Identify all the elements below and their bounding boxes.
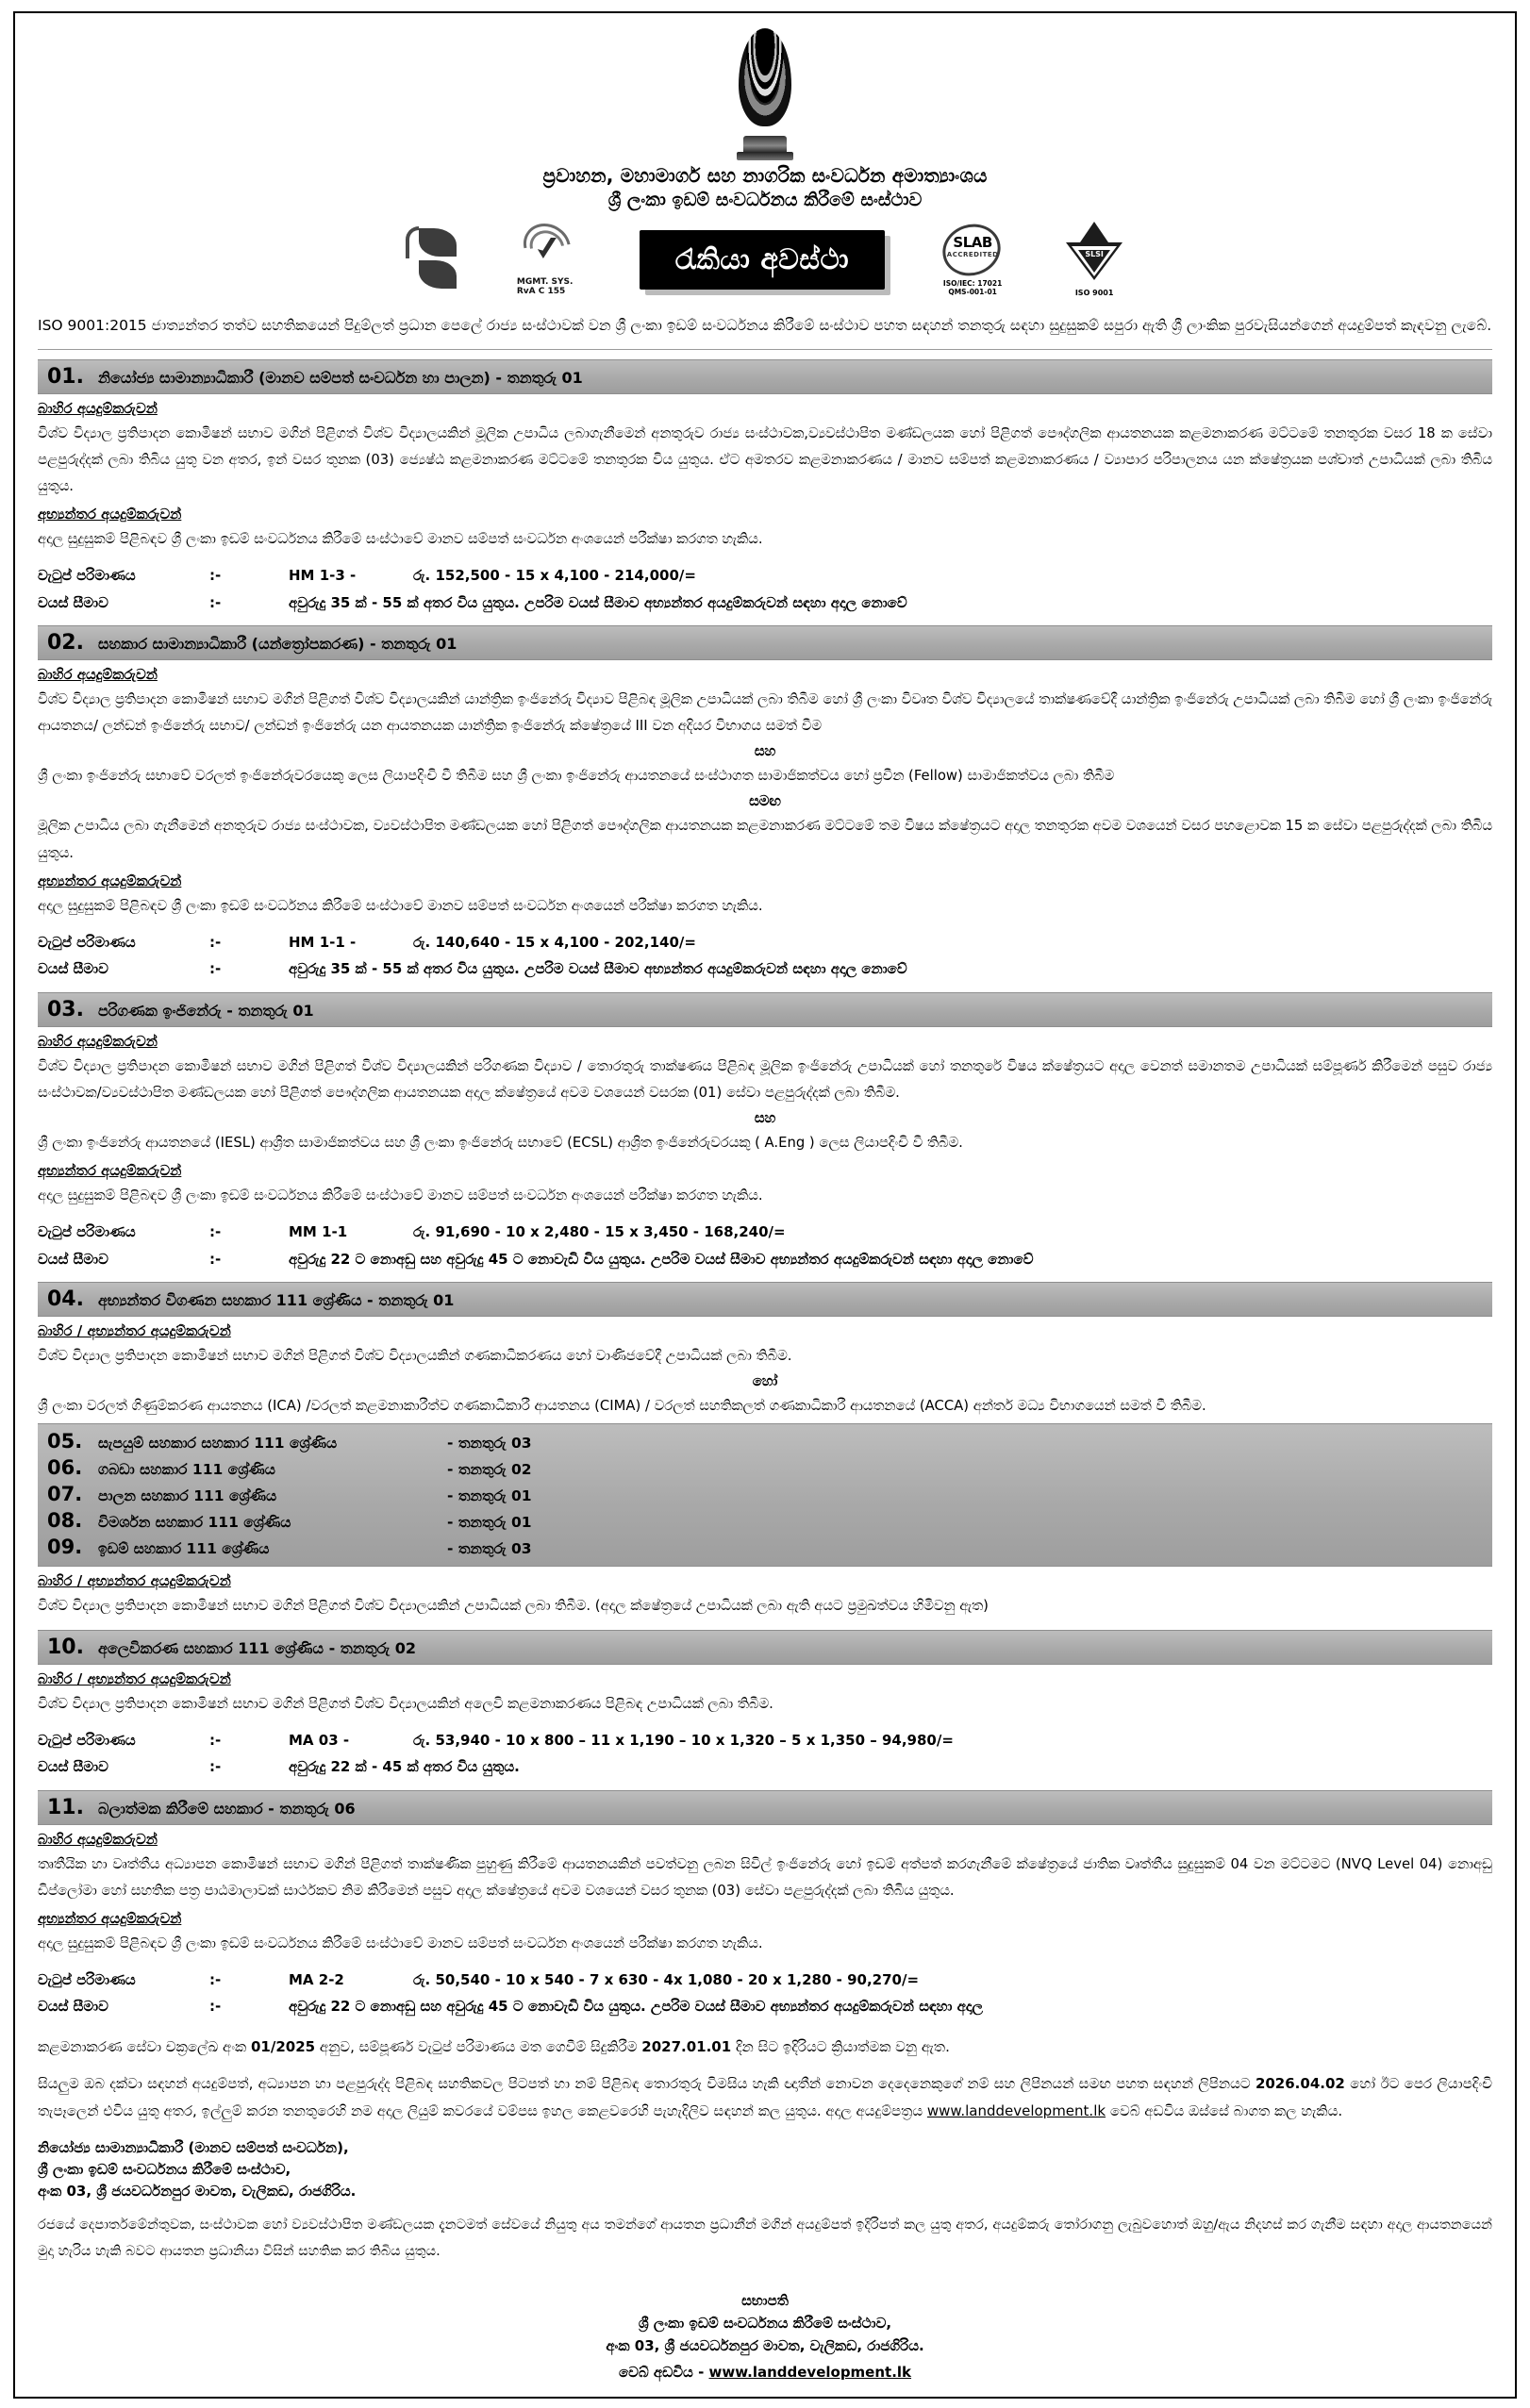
job-number-11: 11.: [47, 1795, 84, 1819]
age-colon-03: :-: [209, 1250, 222, 1268]
salary-code-02: HM 1-1 -: [289, 933, 357, 951]
job-header-08: [47, 1507, 1485, 1534]
job-header-03: [38, 992, 1492, 1027]
applicants-body2-04: ශ්‍රී ලංකා වරලත් ගිණුම්කරණ ආයතනය (ICA) /වරලත් කළමනාකාරීත්ව ගණකාධිකාරී ආයතනය (CIMA) / වරලත් සහතිකලත් ගණකාධිකාරී ආයතනයේ (ACCA) අන්තර් මධ්‍ය විභාගයෙන් සමත් වී තිබීම.: [38, 1398, 1206, 1415]
job-header-06: [47, 1454, 1485, 1481]
job-header-10: [38, 1630, 1492, 1665]
intro-paragraph: ISO 9001:2015 ජාත්‍යන්තර තත්ව සහතිකයෙන් පිදුම්ලත් ප්‍රධාන පෙලේ රාජ්‍ය සංස්ථාවක් වන ශ්‍රී ලංකා ඉඩම් සංවර්ධනය කිරීමේ සංස්ථාව පහත සඳහන් තනතුරු සඳහා සුදුසුකම් සපුරා ඇති ශ්‍රී ලාංකික පුරවැසියන්ගෙන් අයදුම්පත් කැඳවනු ලැබේ.: [38, 317, 1492, 334]
job-title-09: ඉඩම් සහකාර 111 ශ්‍රේණිය: [98, 1540, 270, 1558]
age-value-02: අවුරුදු 35 ක් - 55 ක් අතර විය යුතුය. උපරිම වයස් සීමාව අභ්‍යන්තර අයදුම්කරුවන් සඳහා අදාල නොවේ: [289, 960, 907, 978]
job-title-08: විමර්ශන සහකාර 111 ශ්‍රේණිය: [98, 1514, 291, 1532]
age-colon-02: :-: [209, 960, 222, 978]
job-count-06: - තනතුරු 02: [447, 1461, 532, 1479]
circular-number: 01/2025: [250, 2037, 316, 2055]
job-count-08: - තනතුරු 01: [447, 1514, 532, 1532]
document-header: [38, 28, 1492, 297]
external-body-02: විශ්ව විද්‍යාල ප්‍රතිපාදන කොමිෂන් සභාව මගින් පිළිගත් විශ්ව විද්‍යාලයකින් යාන්ත්‍රික ඉංජිනේරු විද්‍යාව පිළිබඳ මූලික උපාධියක් ලබා තිබීම හෝ ශ්‍රී ලංකා විවෘත විශ්ව විද්‍යාලයේ තාක්ෂණවේදී යාන්ත්‍රික ඉංජිනේරු උපාධියක් ලබා තිබීම හෝ ශ්‍රී ලංකා ඉංජිනේරු ආයතනය/ ලන්ඩන් ඉංජිනේරු සභාව/ ලන්ඩන් ඉංජිනේරු යන ආයතනයක යාන්ත්‍රික ඉංජිනේරු ක්ෂේත්‍රයේ III වන අදියර විභාගය සමත් වීම: [38, 691, 1492, 735]
job-title-02: සහකාර සාමාන්‍යාධිකාරී (යන්ත්‍රෝපකරණ) - තනතුරු 01: [98, 635, 457, 654]
signoff-block: [38, 2289, 1492, 2383]
website-link[interactable]: www.landdevelopment.lk: [926, 2102, 1106, 2120]
salary-block-02: [38, 929, 1492, 983]
age-value-03: අවුරුදු 22 ට නොඅඩු සහ අවුරුදු 45 ට නොවැඩි විය යුතුය. උපරිම වයස් සීමාව අභ්‍යන්තර අයදුම්කරුවන් සඳහා අදාල නොවේ: [289, 1250, 1034, 1268]
job-count-07: - තනතුරු 01: [447, 1487, 532, 1505]
connector-with-02b: සමඟ: [749, 793, 781, 810]
internal-body-03: අදාල සුදුසුකම් පිළිබඳව ශ්‍රී ලංකා ඉඩම් සංවර්ධනය කිරීමේ සංස්ථාවේ මානව සම්පත් සංවර්ධන අංශයෙන් පරීක්ෂා කරගත හැකිය.: [38, 1187, 763, 1204]
applicants-heading-10: බාහිර / අභ්‍යන්තර අයදුම්කරුවන්: [38, 1669, 231, 1687]
address-line-1: නියෝජ්‍ය සාමාන්‍යාධිකාරී (මානව සම්පත් සංවර්ධන),: [38, 2138, 349, 2156]
job-header-01: [38, 359, 1492, 394]
job-number-08: 08.: [47, 1509, 83, 1533]
job-title-06: ගබඩා සහකාර 111 ශ්‍රේණිය: [98, 1461, 275, 1479]
job-title-04: අභ්‍යන්තර විගණන සහකාර 111 ශ්‍රේණිය - තනතුරු 01: [98, 1291, 455, 1310]
age-colon-10: :-: [209, 1758, 222, 1776]
signoff-website-row: [38, 2361, 1492, 2383]
salary-label-11: වැටුප් පරිමාණය: [38, 1970, 136, 1988]
page-frame: [13, 11, 1517, 2399]
slab-code-line1: ISO/IEC: 17021: [942, 279, 1003, 288]
applicants-body-10: විශ්ව විද්‍යාල ප්‍රතිපාදන කොමිෂන් සභාව මගින් පිළිගත් විශ්ව විද්‍යාලයකින් අලෙවි කළමනාකරණය පිළිබඳ උපාධියක් ලබා තිබීම.: [38, 1695, 773, 1712]
salary-code-01: HM 1-3 -: [289, 567, 357, 585]
salary-colon-10: :-: [209, 1731, 222, 1749]
signoff-title: සභාපති: [741, 2291, 789, 2309]
salary-colon-11: :-: [209, 1970, 222, 1988]
salary-value-10: රු. 53,940 - 10 x 800 – 11 x 1,190 – 10 x 1,320 – 5 x 1,350 – 94,980/=: [413, 1731, 954, 1749]
slab-accreditation-logo-icon: [940, 223, 1006, 296]
internal-body-11: අදාල සුදුසුකම් පිළිබඳව ශ්‍රී ලංකා ඉඩම් සංවර්ධනය කිරීමේ සංස්ථාවේ මානව සම්පත් සංවර්ධන අංශයෙන් පරීක්ෂා කරගත හැකිය.: [38, 1935, 763, 1951]
job-number-04: 04.: [47, 1287, 84, 1312]
job-title-11: බලාත්මක කිරීමේ සහකාර - තනතුරු 06: [98, 1799, 356, 1818]
apply-pre: සියලුම ඔබ දක්වා සඳහන් අයදුම්පත්, අධ්‍යාපන හා පළපුරුද්ද පිළිබඳ සහතිකවල පිටපත් හා නම් පිළිබඳ තොරතුරු විමසිය හැකි ඥාතීන් නොවන දෙදෙනෙකුගේ නම් සහ ලිපිනයන් සමඟ පහත සඳහන් ලිපිනයට: [38, 2075, 1256, 2093]
age-label-02: වයස් සීමාව: [38, 960, 108, 978]
slsi-title: SLSI: [1085, 250, 1104, 258]
circular-effective-date: 2027.01.01: [641, 2037, 732, 2055]
salary-value-03: රු. 91,690 - 10 x 2,480 - 15 x 3,450 - 168,240/=: [413, 1223, 786, 1241]
rva-accreditation-logo-icon: [517, 223, 585, 296]
divider: [38, 349, 1492, 350]
job-header-09: [47, 1534, 1485, 1560]
external-heading-01: බාහිර අයදුම්කරුවන්: [38, 399, 158, 417]
slab-title: SLAB: [953, 234, 992, 251]
internal-heading-11: අභ්‍යන්තර අයදුම්කරුවන්: [38, 1909, 182, 1927]
rva-caption-line1: MGMT. SYS.: [516, 277, 574, 287]
job-header-02: [38, 625, 1492, 660]
government-employee-note: රජයේ දෙපාර්තමේන්තුවක, සංස්ථාවක හෝ ව්‍යවස්ථාපිත මණ්ඩලයක දැනටමත් සේවයේ නියුතු අය තමන්ගේ ආයතන ප්‍රධානීන් මගින් අයදුම්පත් ඉදිරිපත් කල යුතු අතර, අයදුම්කරු තෝරාගනු ලැබුවහොත් ඔහු/ඇය නිදහස් කර ගැනීම සඳහා අදාල ආයතනයෙන් මුදා හැරිය හැකි බවට ආයතන ප්‍රධානියා විසින් සහතික කර තිබිය යුතුය.: [38, 2217, 1492, 2260]
job-title-03: පරිගණක ඉංජිනේරු - තනතුරු 01: [98, 1001, 314, 1020]
signoff-organization: ශ්‍රී ලංකා ඉඩම් සංවර්ධනය කිරීමේ සංස්ථාව,: [638, 2314, 892, 2332]
external-body-01: විශ්ව විද්‍යාල ප්‍රතිපාදන කොමිෂන් සභාව මගින් පිළිගත් විශ්ව විද්‍යාලයකින් මූලික උපාධිය ලබාගැනීමෙන් අනතුරුව රාජ්‍ය සංස්ථාවක,ව්‍යවස්ථාපිත මණ්ඩලයක හෝ පිළිගත් පෞද්ගලික ආයතනයක කළමනාකරණ මට්ටමේ තනතුරක වසර 18 ක සේවා පළපුරුද්දක් ලබා තිබිය යුතු වන අතර, ඉන් වසර තුනක (03) ජ්‍යෙෂ්ඨ කළමනාකරණ මට්ටමේ තනතුරක විය යුතුය. ඒට අමතරව කළමනාකරණය / මානව සම්පත් කළමනාකරණය / ව්‍යාපාර පරිපාලනය යන ක්ෂේත්‍රයක පශ්චාත් උපාධියක් ලබා තිබිය යුතුය.: [38, 424, 1492, 494]
job-count-09: - තනතුරු 03: [447, 1540, 532, 1558]
job-header-11: [38, 1790, 1492, 1825]
external-body-11: තෘතීයික හා වෘත්තීය අධ්‍යාපන කොමිෂන් සභාව මගින් පිළිගත් තාක්ෂණික පුහුණු කිරීමේ ආයතනයකින් පවත්වනු ලබන සිවිල් ඉංජිනේරු හෝ ඉඩම් අත්පත් කරගැනීමේ ක්ෂේත්‍රයේ ජාතික වෘත්තීය සුදුසුකම් 04 වන මට්ටමට (NVQ Level 04) නොඅඩු ඩිප්ලෝමා හෝ සහතික පත්‍ර පාඨමාලාවක් සාර්ථකව නිම කිරීමෙන් පසුව අදාල ක්ෂේත්‍රයේ අවම වශයෙන් වසර තුනක (03) සේවා පළපුරුද්දක් ලබා තිබිය යුතුය.: [38, 1855, 1492, 1899]
internal-heading-03: අභ්‍යන්තර අයදුම්කරුවන්: [38, 1162, 182, 1180]
mailing-address: [38, 2137, 1492, 2203]
salary-value-01: රු. 152,500 - 15 x 4,100 - 214,000/=: [413, 567, 696, 585]
salary-block-10: [38, 1727, 1492, 1781]
age-label-01: වයස් සීමාව: [38, 593, 108, 611]
circular-note-post: දින සිට ඉදිරියට ක්‍රියාත්මක වනු ඇත.: [731, 2037, 950, 2055]
job-number-10: 10.: [47, 1635, 84, 1659]
applicants-heading-04: බාහිර / අභ්‍යන්තර අයදුම්කරුවන්: [38, 1322, 231, 1340]
ministry-name: ප්‍රවාහන, මහාමාර්ග සහ නාගරික සංවර්ධන අමාත්‍යාංශය: [542, 164, 988, 187]
age-label-11: වයස් සීමාව: [38, 1998, 108, 2016]
salary-block-03: [38, 1219, 1492, 1272]
age-value-01: අවුරුදු 35 ක් - 55 ක් අතර විය යුතුය. උපරිම වයස් සීමාව අභ්‍යන්තර අයදුම්කරුවන් සඳහා අදාල නොවේ: [289, 593, 907, 611]
age-colon-11: :-: [209, 1998, 222, 2016]
internal-body-02: අදාල සුදුසුකම් පිළිබඳව ශ්‍රී ලංකා ඉඩම් සංවර්ධනය කිරීමේ සංස්ථාවේ මානව සම්පත් සංවර්ධන අංශයෙන් පරීක්ෂා කරගත හැකිය.: [38, 897, 763, 914]
closing-section: [38, 2034, 1492, 2265]
external-body2-03: ශ්‍රී ලංකා ඉංජිනේරු ආයතනයේ (IESL) ආශ්‍රිත සාමාජිකත්වය සහ ශ්‍රී ලංකා ඉංජිනේරු සභාවේ (ECSL) ආශ්‍රිත ඉංජිනේරුවරයකු ( A.Eng ) ලෙස ලියාපදිංචි වී තිබීම.: [38, 1134, 963, 1151]
salary-code-10: MA 03 -: [289, 1731, 350, 1749]
job-header-07: [47, 1481, 1485, 1507]
slab-subtitle: ACCREDITED: [946, 251, 999, 258]
slab-code-line2: QMS-001-01: [948, 288, 997, 296]
sls-certification-logo-icon: [1060, 222, 1128, 297]
logo-strip: [38, 222, 1492, 297]
salary-label-10: වැටුප් පරිමාණය: [38, 1731, 136, 1749]
age-value-11: අවුරුදු 22 ට නොඅඩු සහ අවුරුදු 45 ට නොවැඩි විය යුතුය. උපරිම වයස් සීමාව අභ්‍යන්තර අයදුම්කරුවන් සඳහා අදාල: [289, 1998, 983, 2016]
ldc-logo-icon: [402, 224, 462, 294]
vacancies-banner-text: රැකියා අවස්ථා: [674, 242, 850, 276]
job-number-01: 01.: [47, 364, 84, 389]
external-body3-02: මූලික උපාධිය ලබා ගැනීමෙන් අනතුරුව රාජ්‍ය සංස්ථාවක, ව්‍යවස්ථාපිත මණ්ඩලයක හෝ පිළිගත් පෞද්ගලික ආයතනයක කළමනාකරණ මට්ටමේ තම විෂය ක්ෂේත්‍රයට අදාල තනතුරක අවම වශයෙන් වසර පහළොවක 15 ක සේවා පළපුරුද්දක් ලබා තිබිය යුතුය.: [38, 818, 1492, 861]
signoff-address: අංක 03, ශ්‍රී ජයවර්ධනපුර මාවත, වැලිකඩ, රාජගිරිය.: [606, 2336, 924, 2354]
salary-colon-03: :-: [209, 1223, 222, 1241]
circular-note-mid: අනුව, සම්පූර්ණ වැටුප් පරිමාණය මත ගෙවීම් සිදුකිරීම: [315, 2037, 642, 2055]
internal-heading-01: අභ්‍යන්තර අයදුම්කරුවන්: [38, 506, 182, 523]
job-number-05: 05.: [47, 1430, 83, 1453]
external-heading-02: බාහිර අයදුම්කරුවන්: [38, 666, 158, 684]
signoff-website-link[interactable]: www.landdevelopment.lk: [708, 2363, 912, 2381]
job-number-06: 06.: [47, 1456, 83, 1480]
job-header-04: [38, 1282, 1492, 1317]
salary-code-11: MA 2-2: [289, 1970, 344, 1988]
age-value-10: අවුරුදු 22 ක් - 45 ක් අතර විය යුතුය.: [289, 1758, 520, 1776]
job-title-01: නියෝජ්‍ය සාමාන්‍යාධිකාරී (මානව සම්පත් සංවර්ධන හා පාලන) - තනතුරු 01: [98, 368, 583, 387]
organization-name: ශ්‍රී ලංකා ඉඩම් සංවර්ධනය කිරීමේ සංස්ථාව: [607, 190, 923, 210]
website-label: වෙබ් අඩවිය -: [618, 2363, 709, 2381]
job-group-05-09: [38, 1423, 1492, 1567]
job-count-05: - තනතුරු 03: [447, 1435, 532, 1453]
job-number-07: 07.: [47, 1483, 83, 1506]
job-number-02: 02.: [47, 631, 84, 656]
application-instructions: [38, 2070, 1492, 2126]
age-label-10: වයස් සීමාව: [38, 1758, 108, 1776]
circular-note: [38, 2034, 1492, 2061]
address-line-2: ශ්‍රී ලංකා ඉඩම් සංවර්ධනය කිරීමේ සංස්ථාව,: [38, 2160, 291, 2178]
salary-code-03: MM 1-1: [289, 1223, 348, 1241]
external-heading-11: බාහිර අයදුම්කරුවන්: [38, 1830, 158, 1848]
applicants-body-05-09: විශ්ව විද්‍යාල ප්‍රතිපාදන කොමිෂන් සභාව මගින් පිළිගත් විශ්ව විද්‍යාලයකින් උපාධියක් ලබා තිබීම. (අදාල ක්ෂේත්‍රයේ උපාධියක් ලබා ඇති අයට ප්‍රමුඛත්වය හිමිවනු ඇත): [38, 1598, 989, 1615]
external-body2-02: ශ්‍රී ලංකා ඉංජිනේරු සභාවේ වරලත් ඉංජිනේරුවරයෙකු ලෙස ලියාපදිංචි වී තිබීම සහ ශ්‍රී ලංකා ඉංජිනේරු ආයතනයේ සංස්ථාගත සාමාජිකත්වය හෝ ප්‍රවීන (Fellow) සාමාජිකත්වය ලබා තිබීම: [38, 768, 1115, 785]
job-title-07: පාලන සහකාර 111 ශ්‍රේණිය: [98, 1487, 277, 1505]
slsi-iso: ISO 9001: [1074, 289, 1114, 297]
external-heading-03: බාහිර අයදුම්කරුවන්: [38, 1032, 158, 1050]
salary-block-01: [38, 562, 1492, 616]
vacancies-banner: [640, 230, 885, 290]
salary-label-03: වැටුප් පරිමාණය: [38, 1223, 136, 1241]
age-colon-01: :-: [209, 593, 222, 611]
circular-note-pre: කළමනාකරණ සේවා චක්‍රලේඛ අංක: [38, 2037, 251, 2055]
salary-label-01: වැටුප් පරිමාණය: [38, 567, 136, 585]
apply-mid: හෝ ඊට පෙර ලියාපදිංචි තැපෑලෙන් එවිය යුතු අතර, ඉල්ලුම් කරන තනතුරෙහි නම අදාල ලියුම් කවරයේ වම්පස ඉහල කෙළවරෙහි පැහැදිලිව සඳහන් කල යුතුය. අදාල අයදුම්පත්‍රය: [38, 2075, 1492, 2120]
internal-heading-02: අභ්‍යන්තර අයදුම්කරුවන්: [38, 872, 182, 889]
salary-colon-02: :-: [209, 933, 222, 951]
job-number-09: 09.: [47, 1536, 83, 1559]
job-title-05: සැපයුම් සහකාර සහකාර 111 ශ්‍රේණිය: [98, 1435, 338, 1453]
salary-label-02: වැටුප් පරිමාණය: [38, 933, 136, 951]
external-body-03: විශ්ව විද්‍යාල ප්‍රතිපාදන කොමිෂන් සභාව මගින් පිළිගත් විශ්ව විද්‍යාලයකින් පරිගණක විද්‍යාව / තොරතුරු තාක්ෂණය පිළිබඳ මූලික ඉංජිනේරු උපාධියක් හෝ තනතුරේ විෂය ක්ෂේත්‍රයට අදාල වෙනත් සමානතම උපාධියක් සම්පූර්ණ කිරීමෙන් පසුව රාජ්‍ය සංස්ථාවක/ව්‍යවස්ථාපිත මණ්ඩලයක හෝ පිළිගත් පෞද්ගලික ආයතනයක අදාල ක්ෂේත්‍රයේ අවම වශයෙන් වසරක (01) සේවා පළපුරුද්දක් ලබා තිබීම.: [38, 1057, 1492, 1101]
connector-or-04: හෝ: [752, 1373, 778, 1390]
job-title-10: අලෙවිකරණ සහකාර 111 ශ්‍රේණිය - තනතුරු 02: [98, 1638, 416, 1657]
salary-value-02: රු. 140,640 - 15 x 4,100 - 202,140/=: [413, 933, 696, 951]
national-emblem-icon: [731, 28, 799, 160]
salary-value-11: රු. 50,540 - 10 x 540 - 7 x 630 - 4x 1,080 - 20 x 1,280 - 90,270/=: [413, 1970, 920, 1988]
applicants-body-04: විශ්ව විද්‍යාල ප්‍රතිපාදන කොමිෂන් සභාව මගින් පිළිගත් විශ්ව විද්‍යාලයකින් ගණකාධිකරණය හෝ වාණිජවේදී උපාධියක් ලබා තිබීම.: [38, 1348, 792, 1365]
address-line-3: අංක 03, ශ්‍රී ජයවර්ධනපුර මාවත, වැලිකඩ, රාජගිරිය.: [38, 2183, 357, 2200]
salary-block-11: [38, 1967, 1492, 2020]
rva-caption-line2: RvA C 155: [516, 287, 566, 296]
connector-and-02a: සහ: [754, 743, 776, 760]
job-number-03: 03.: [47, 997, 84, 1021]
age-label-03: වයස් සීමාව: [38, 1250, 108, 1268]
internal-body-01: අදාල සුදුසුකම් පිළිබඳව ශ්‍රී ලංකා ඉඩම් සංවර්ධනය කිරීමේ සංස්ථාවේ මානව සම්පත් සංවර්ධන අංශයෙන් පරීක්ෂා කරගත හැකිය.: [38, 531, 763, 547]
job-header-05: [47, 1428, 1485, 1454]
apply-post: වෙබ් අඩවිය ඔස්සේ බාගත කල හැකිය.: [1106, 2102, 1343, 2120]
salary-colon-01: :-: [209, 567, 222, 585]
application-deadline: 2026.04.02: [1255, 2075, 1345, 2093]
connector-and-03: සහ: [754, 1109, 776, 1126]
applicants-heading-05-09: බාහිර / අභ්‍යන්තර අයදුම්කරුවන්: [38, 1572, 231, 1590]
